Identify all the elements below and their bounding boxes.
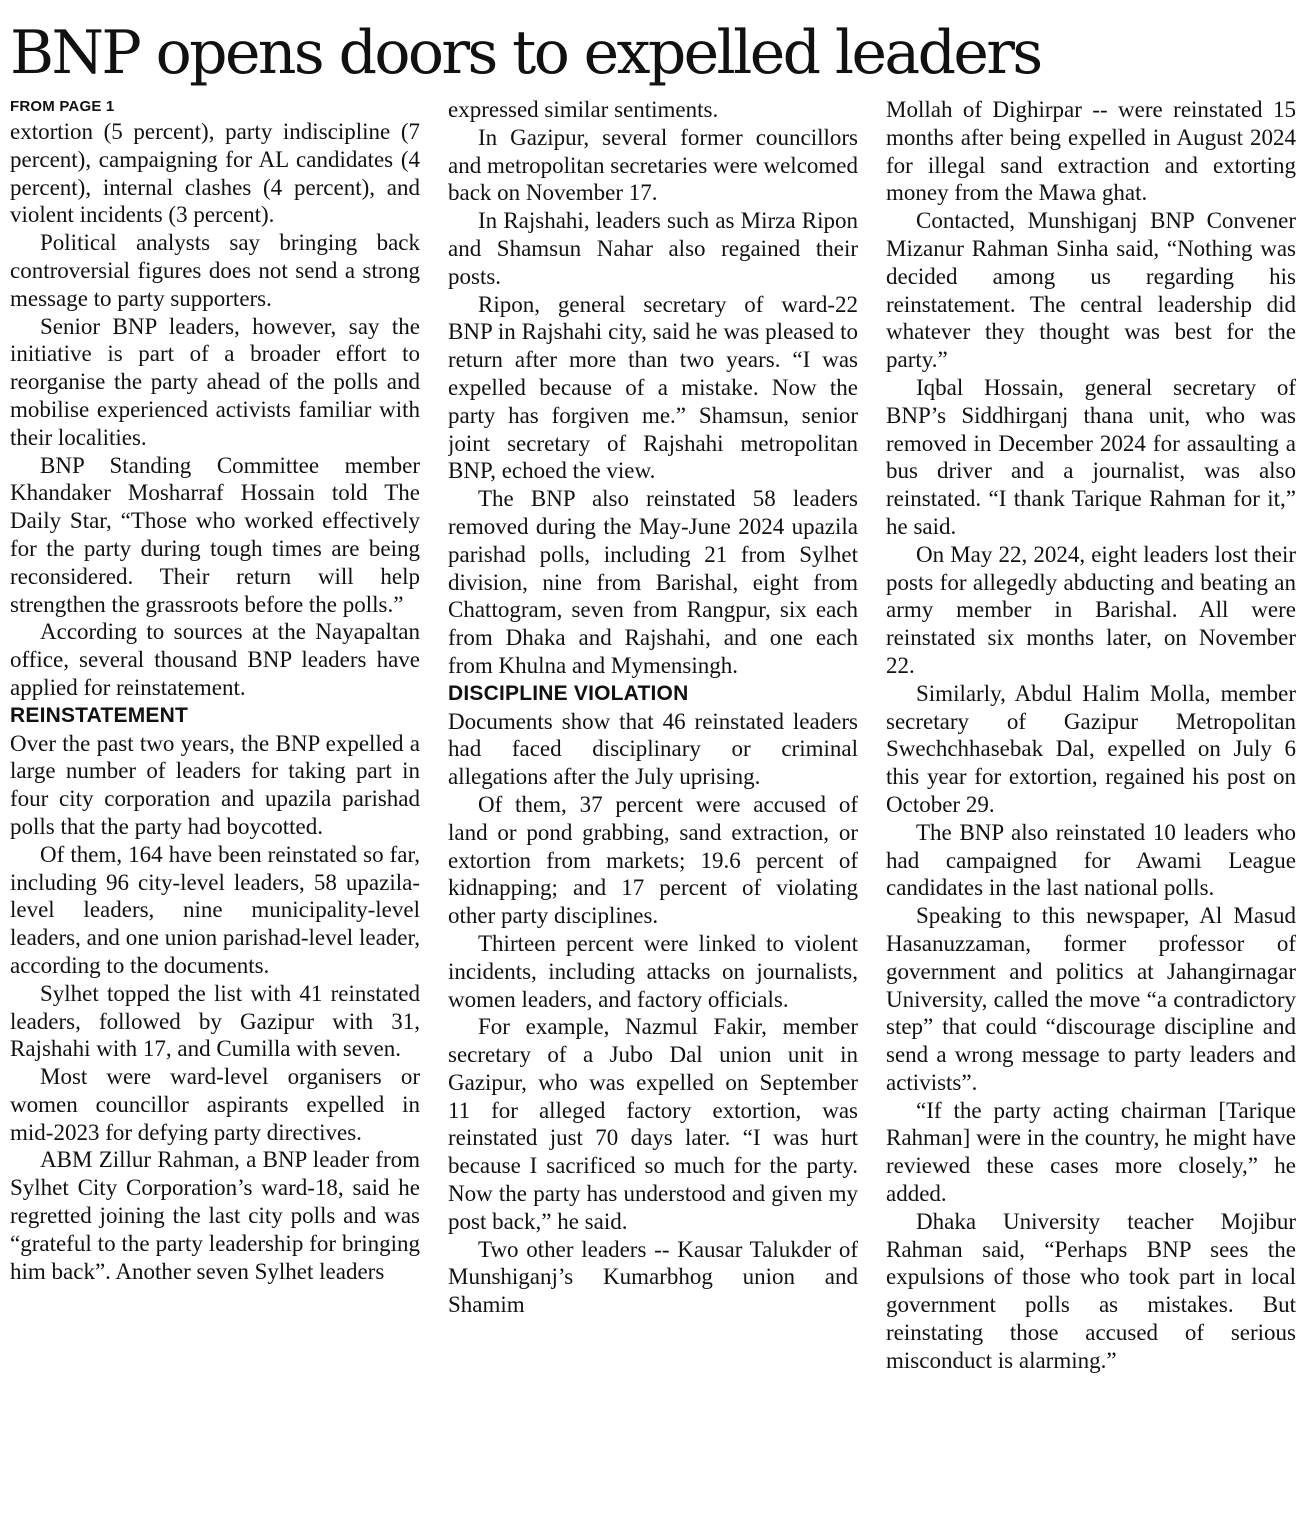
paragraph: “If the party acting chairman [Tarique Rahman] were in the country, he might have reviewed these cases more closely,” he added. [886, 1097, 1296, 1207]
paragraph: Similarly, Abdul Halim Molla, member secretary of Gazipur Metropolitan Swechchhasebak Dal, expelled on July 6 this year for extortion, regained his post on October 29. [886, 680, 1296, 817]
paragraph: expressed similar sentiments. [448, 97, 719, 122]
paragraph: Thirteen percent were linked to violent incidents, including attacks on journalists, women leaders, and factory officials. [448, 930, 858, 1012]
paragraph: Two other leaders -- Kausar Talukder of Munshiganj’s Kumarbhog union and Shamim [448, 1236, 858, 1318]
paragraph: The BNP also reinstated 58 leaders removed during the May-June 2024 upazila parishad polls, including 21 from Sylhet division, nine from Barishal, eight from Chattogram, seven from Rangpur, six each from Dhaka and Rajshahi, and one each from Khulna and Mymensingh. [448, 486, 858, 678]
article-column-1 [10, 96, 420, 1524]
paragraph: The BNP also reinstated 10 leaders who had campaigned for Awami League candidates in the last national polls. [886, 819, 1296, 901]
paragraph: Speaking to this newspaper, Al Masud Hasanuzzaman, former professor of government and politics at Jahangirnagar University, called the move “a contradictory step” that could “discourage discipline and send a wrong message to party leaders and activists”. [886, 903, 1296, 1095]
paragraph: Over the past two years, the BNP expelled a large number of leaders for taking part in four city corporation and upazila parishad polls that the party had boycotted. [10, 730, 420, 839]
paragraph: In Gazipur, several former councillors and metropolitan secretaries were welcomed back on November 17. [448, 124, 858, 206]
headline: BNP opens doors to expelled leaders [10, 18, 1041, 88]
paragraph: Most were ward-level organisers or women councillor aspirants expelled in mid-2023 for defying party directives. [10, 1064, 420, 1145]
paragraph: Mollah of Dighirpar -- were reinstated 15 months after being expelled in August 2024 for illegal sand extraction and extorting money from the Mawa ghat. [886, 97, 1296, 206]
paragraph: Political analysts say bringing back controversial figures does not send a strong message to party supporters. [10, 230, 420, 311]
paragraph: Dhaka University teacher Mojibur Rahman said, “Perhaps BNP sees the expulsions of those who took part in local government polls as mistakes. But reinstating those accused of serious misconduct is alarming.” [886, 1208, 1296, 1373]
article-column-2 [448, 96, 858, 1524]
article-column-3 [886, 96, 1296, 1524]
paragraph: According to sources at the Nayapaltan office, several thousand BNP leaders have applied for reinstatement. [10, 619, 420, 700]
section-subhead: DISCIPLINE VIOLATION [448, 681, 689, 705]
paragraph: For example, Nazmul Fakir, member secretary of a Jubo Dal union unit in Gazipur, who was expelled on September 11 for alleged factory extortion, was reinstated just 70 days later. “I was hurt because I sacrificed so much for the party. Now the party has understood and given my post back,” he said. [448, 1014, 858, 1234]
paragraph: Contacted, Munshiganj BNP Convener Mizanur Rahman Sinha said, “Nothing was decided among us regarding his reinstatement. The central leadership did whatever they thought was best for the party.” [886, 208, 1296, 373]
paragraph: Of them, 164 have been reinstated so far, including 96 city-level leaders, 58 upazila-level leaders, nine municipality-level leaders, and one union parishad-level leader, according to the documents. [10, 841, 420, 978]
paragraph: In Rajshahi, leaders such as Mirza Ripon and Shamsun Nahar also regained their posts. [448, 208, 858, 289]
paragraph: ABM Zillur Rahman, a BNP leader from Sylhet City Corporation’s ward-18, said he regretted joining the last city polls and was “grateful to the party leadership for bringing him back”. Another seven Sylhet leaders [10, 1147, 420, 1284]
continuation-kicker: FROM PAGE 1 [10, 98, 115, 115]
paragraph: Documents show that 46 reinstated leaders had faced disciplinary or criminal allegations after the July uprising. [448, 708, 858, 790]
section-subhead: REINSTATEMENT [10, 703, 188, 727]
paragraph: extortion (5 percent), party indiscipline (7 percent), campaigning for AL candidates (4 percent), internal clashes (4 percent), and violent incidents (3 percent). [10, 119, 420, 228]
paragraph: BNP Standing Committee member Khandaker Mosharraf Hossain told The Daily Star, “Those who worked effectively for the party during tough times are being reconsidered. Their return will help strengthen the grassroots before the polls.” [10, 452, 420, 617]
paragraph: Iqbal Hossain, general secretary of BNP’s Siddhirganj thana unit, who was removed in December 2024 for assaulting a bus driver and a journalist, was also reinstated. “I thank Tarique Rahman for it,” he said. [886, 374, 1296, 539]
paragraph: Sylhet topped the list with 41 reinstated leaders, followed by Gazipur with 31, Rajshahi with 17, and Cumilla with seven. [10, 980, 420, 1062]
paragraph: Ripon, general secretary of ward-22 BNP in Rajshahi city, said he was pleased to return after more than two years. “I was expelled because of a mistake. Now the party has forgiven me.” Shamsun, senior joint secretary of Rajshahi metropolitan BNP, echoed the view. [448, 291, 858, 484]
paragraph: On May 22, 2024, eight leaders lost their posts for allegedly abducting and beating an army member in Barishal. All were reinstated six months later, on November 22. [886, 541, 1296, 678]
paragraph: Senior BNP leaders, however, say the initiative is part of a broader effort to reorganise the party ahead of the polls and mobilise experienced activists familiar with their localities. [10, 313, 420, 450]
paragraph: Of them, 37 percent were accused of land or pond grabbing, sand extraction, or extortion from markets; 19.6 percent of kidnapping; and 17 percent of violating other party disciplines. [448, 791, 858, 929]
